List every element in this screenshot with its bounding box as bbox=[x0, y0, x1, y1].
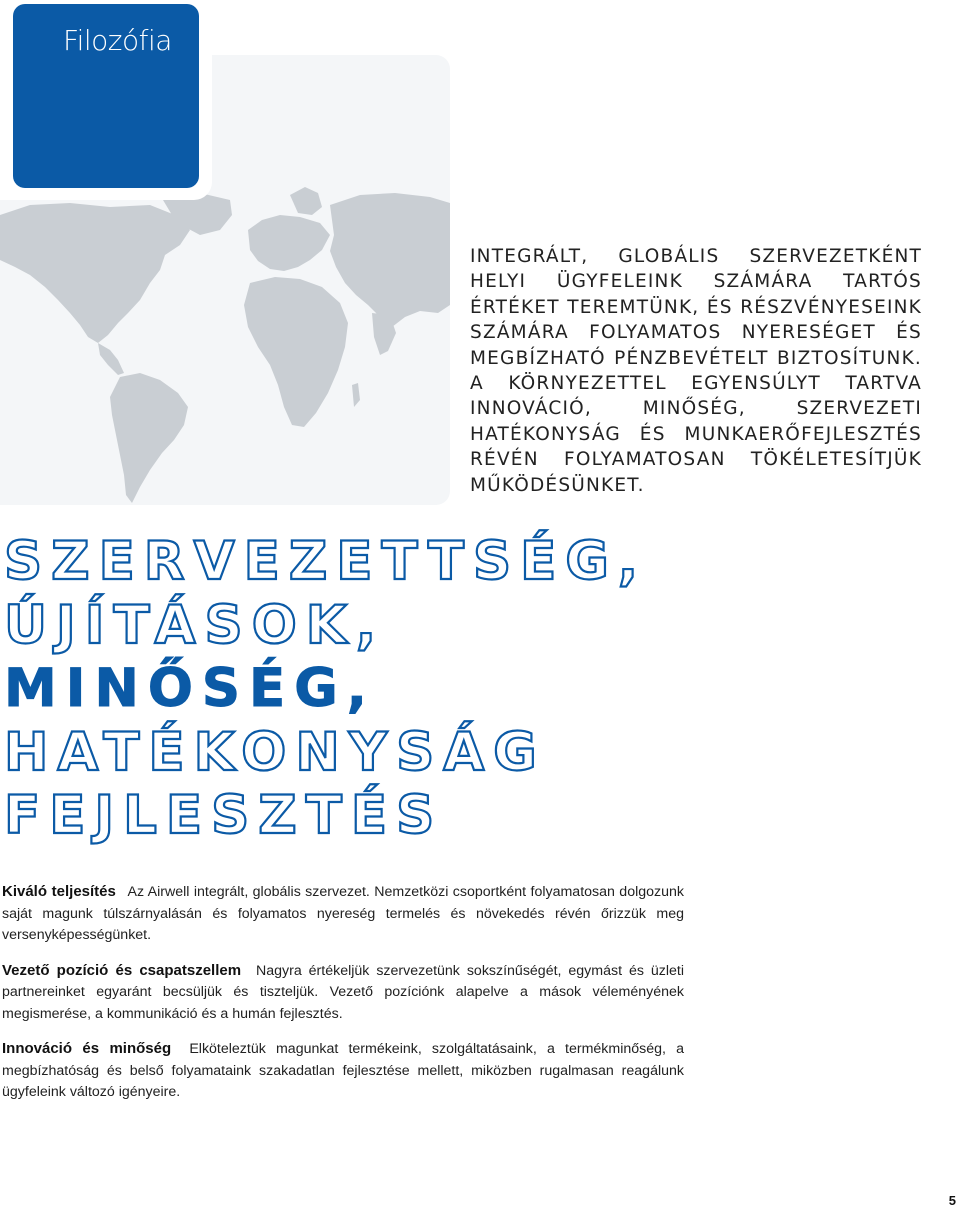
value-label: Innováció és minőség bbox=[2, 1040, 172, 1057]
headline-word-minoseg: MINŐSÉG, bbox=[4, 658, 376, 719]
headline-word-szervezettseg: SZERVEZETTSÉG, bbox=[4, 531, 648, 592]
south-america-shape bbox=[110, 373, 188, 503]
scandinavia-shape bbox=[290, 187, 322, 215]
value-text: Nagyra értékeljük szervezetünk sokszínűségét, egymást és üzleti partnereinket egyaránt becsüljük és tiszteljük. Vezető pozíciónk alapelve a mások véleményének megismerése, a kommunikáció és a humán fejlesztés. bbox=[2, 962, 684, 1022]
central-america-shape bbox=[98, 343, 124, 375]
value-text: Elköteleztük magunkat termékeink, szolgáltatásaink, a termékminőség, a megbízhatóság és belső folyamataink szakadatlan fejlesztése mellett, miközben rugalmasan reagálunk ügyfeleink változó igényeire. bbox=[2, 1041, 685, 1100]
value-label: Vezető pozíció és csapatszellem bbox=[2, 961, 242, 979]
section-title: Filozófia bbox=[63, 24, 172, 57]
europe-shape bbox=[248, 215, 330, 271]
section-tab bbox=[13, 4, 199, 188]
page-number: 5 bbox=[948, 1193, 956, 1208]
value-paragraph bbox=[2, 1038, 684, 1104]
values-section bbox=[2, 881, 684, 1117]
headline-word-ujitasok: ÚJÍTÁSOK, bbox=[4, 594, 385, 656]
headline-word-fejlesztes: FEJLESZTÉS bbox=[4, 785, 444, 846]
value-label: Kiváló teljesítés bbox=[2, 883, 116, 900]
section-tab-frame bbox=[0, 0, 212, 200]
mission-statement: INTEGRÁLT, GLOBÁLIS SZERVEZETKÉNT HELYI ÜGYFELEINK SZÁMÁRA TARTÓS ÉRTÉKET TEREMTÜNK, ÉS RÉSZVÉNYESEINK SZÁMÁRA FOLYAMATOS NYERESÉGET ÉS MEGBÍZHATÓ PÉNZBEVÉTELT BIZTOSÍTUNK. A KÖRNYEZETTEL EGYENSÚLYT TARTVA INNOVÁCIÓ, MINŐSÉG, SZERVEZETI HATÉKONYSÁG ÉS MUNKAERŐFEJLESZTÉS RÉVÉN FOLYAMATOSAN TÖKÉLETESÍTJÜK MŰKÖDÉSÜNKET. bbox=[470, 246, 922, 496]
value-paragraph bbox=[2, 960, 684, 1026]
north-america-shape bbox=[0, 203, 190, 343]
madagascar-shape bbox=[352, 383, 360, 407]
headline-word-hatekonysag: HATÉKONYSÁG bbox=[4, 721, 546, 783]
africa-shape bbox=[244, 277, 348, 427]
headline-words bbox=[4, 530, 647, 848]
value-paragraph bbox=[2, 881, 684, 947]
asia-shape bbox=[330, 193, 450, 327]
value-text: Az Airwell integrált, globális szervezet. Nemzetközi csoportként folyamatosan dolgozunk saját magunk túlszárnyalásán és folyamatos nyereség termelés és növekedés révén őrizzük meg versenyképességünket. bbox=[2, 884, 684, 943]
